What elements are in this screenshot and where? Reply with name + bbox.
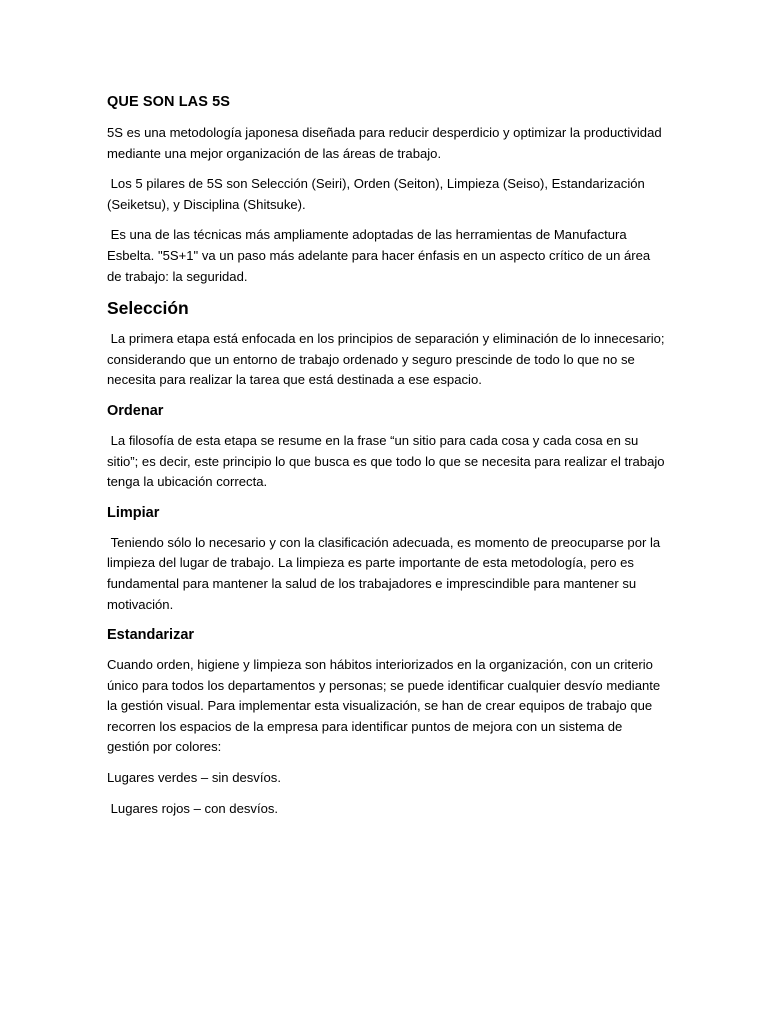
section-heading-seleccion: Selección: [107, 298, 189, 319]
section-text-seleccion: La primera etapa está enfocada en los principios de separación y eliminación de lo innecesario; considerando que un entorno de trabajo ordenado y seguro prescinde de todo lo que no se necesita para realizar la tarea que está destinada a ese espacio.: [107, 331, 669, 388]
section-heading-limpiar: Limpiar: [107, 504, 160, 521]
section-text-estandarizar: Cuando orden, higiene y limpieza son hábitos interiorizados en la organización, con un criterio único para todos los departamentos y personas; se puede identificar cualquier desvío mediante la gestión visual. Para implementar esta visualización, se han de crear equipos de trabajo que recorren los espacios de la empresa para identificar puntos de mejora con un sistema de gestión por colores:: [107, 657, 664, 755]
intro-paragraph-3: Es una de las técnicas más ampliamente adoptadas de las herramientas de Manufactura Esbelta. "5S+1" va un paso más adelante para hacer énfasis en un aspecto crítico de un área de trabajo: la seguridad.: [107, 227, 654, 284]
section-text-limpiar: Teniendo sólo lo necesario y con la clasificación adecuada, es momento de preocuparse por la limpieza del lugar de trabajo. La limpieza es parte importante de esta metodología, pero es fundamental para mantener la salud de los trabajadores e imprescindible para mantener su motivación.: [107, 534, 664, 612]
section-text-ordenar: La filosofía de esta etapa se resume en la frase “un sitio para cada cosa y cada cosa en su sitio”; es decir, este principio lo que busca es que todo lo que se necesita para realizar el trabajo tenga la ubicación correcta.: [107, 432, 669, 490]
section-heading-estandarizar: Estandarizar: [107, 627, 195, 644]
document-title: QUE SON LAS 5S: [107, 94, 231, 110]
list-item-lugares-rojos: Lugares rojos – con desvíos.: [107, 800, 279, 816]
document-page: [107, 93, 667, 829]
list-item-lugares-verdes: Lugares verdes – sin desvíos.: [107, 770, 281, 786]
intro-paragraph-2: Los 5 pilares de 5S son Selección (Seiri), Orden (Seiton), Limpieza (Seiso), Estandarización (Seiketsu), y Disciplina (Shitsuke).: [107, 176, 649, 212]
intro-paragraph-1: 5S es una metodología japonesa diseñada para reducir desperdicio y optimizar la productividad mediante una mejor organización de las áreas de trabajo.: [107, 125, 666, 161]
section-heading-ordenar: Ordenar: [107, 402, 164, 419]
